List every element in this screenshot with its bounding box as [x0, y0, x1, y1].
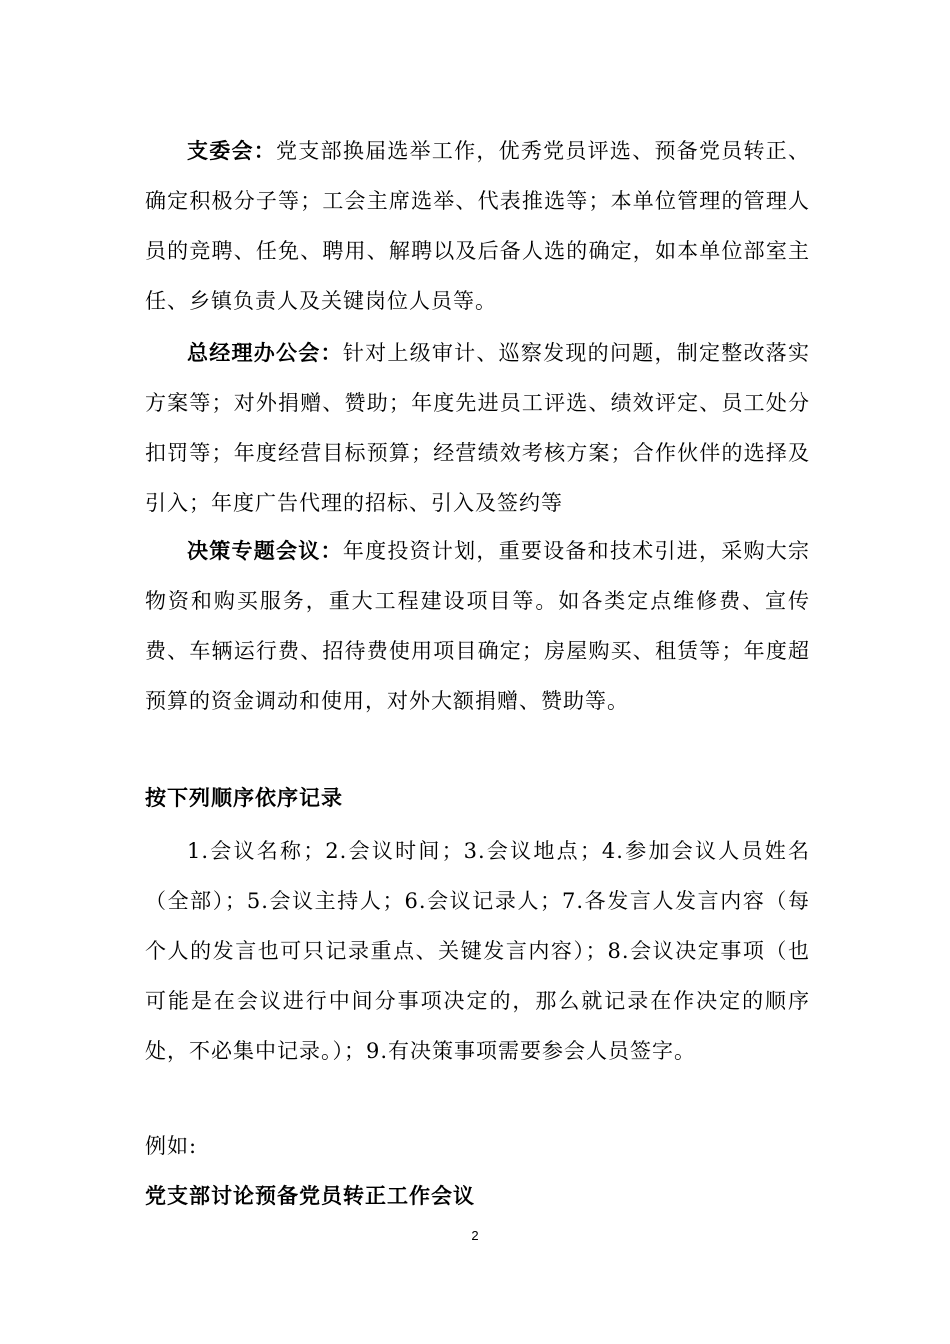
record-heading: 按下列顺序依序记录	[145, 785, 343, 810]
paragraph-text: 针对上级审计、巡察发现的问题，制定整改落实方案等；对外捐赠、赞助；年度先进员工评选、绩效评定、员工处分扣罚等；年度经营目标预算；经营绩效考核方案；合作伙伴的选择及引入；年度广告代理的招标、引入及签约等	[145, 341, 811, 515]
paragraph-label: 决策专题会议：	[187, 538, 343, 563]
example-title: 党支部讨论预备党员转正工作会议	[145, 1183, 475, 1208]
paragraph-branch-committee	[145, 126, 810, 326]
example-label: 例如:	[145, 1134, 198, 1158]
paragraph-text: 党支部换届选举工作，优秀党员评选、预备党员转正、确定积极分子等；工会主席选举、代表推选等；本单位管理的管理人员的竞聘、任免、聘用、解聘以及后备人选的确定，如本单位部室主任、乡镇负责人及关键岗位人员等。	[145, 139, 811, 313]
paragraph-label: 支委会：	[187, 138, 277, 163]
paragraph-label: 总经理办公会：	[187, 340, 343, 365]
paragraph-text: 年度投资计划，重要设备和技术引进，采购大宗物资和购买服务，重大工程建设项目等。如各类定点维修费、宣传费、车辆运行费、招待费使用项目确定；房屋购买、租赁等；年度超预算的资金调动和使用，对外大额捐赠、赞助等。	[145, 539, 811, 713]
page-number: 2	[471, 1228, 479, 1243]
record-items-paragraph: 1.会议名称；2.会议时间；3.会议地点；4.参加会议人员姓名（全部）；5.会议主持人；6.会议记录人；7.各发言人发言内容（每个人的发言也可只记录重点、关键发言内容）；8.会议决定事项（也可能是在会议进行中间分事项决定的，那么就记录在作决定的顺序处，不必集中记录。）；9.有决策事项需要参会人员签字。	[145, 839, 810, 1063]
paragraph-decision-meeting	[145, 526, 810, 726]
paragraph-general-manager-meeting	[145, 328, 810, 528]
